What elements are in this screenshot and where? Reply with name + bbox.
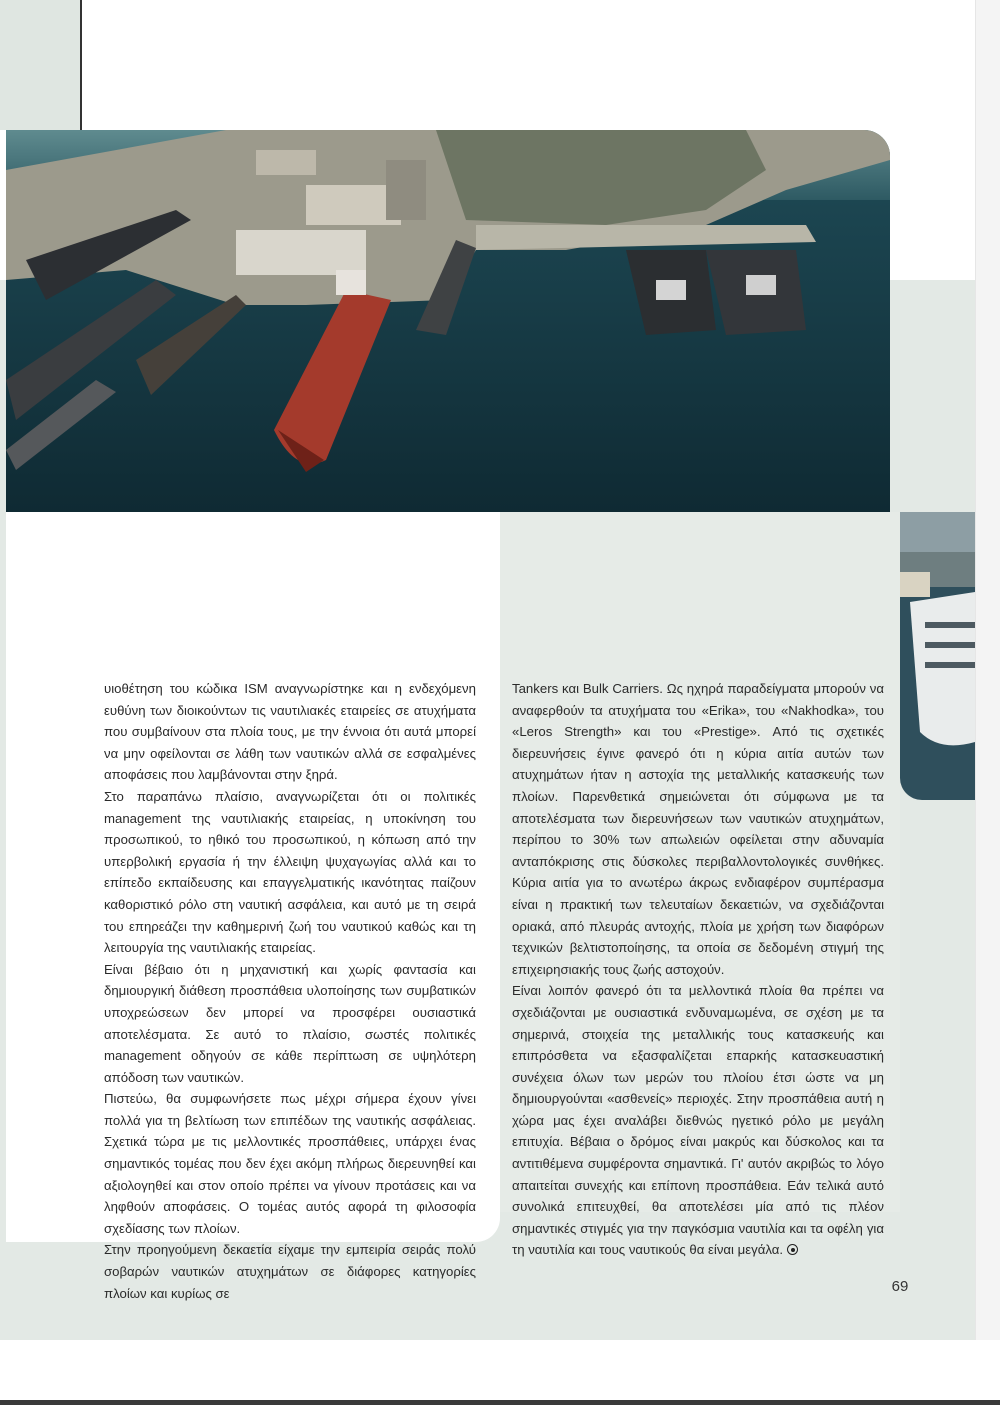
bottom-rule (0, 1400, 1000, 1405)
page-number: 69 (891, 1278, 909, 1295)
paragraph-left-1: υιοθέτηση του κώδικα ISM αναγνωρίστηκε και η ενδεχόμενη ευθύνη των διοικούντων τις ναυτιλιακές εταιρείες σε ατυχήματα που συμβαίνουν στα πλοία τους, με την έννοια ότι αυτά μπορεί να μην οφείλονται σε λάθη των ναυτικών αλλά σε εσφαλμένες αποφάσεις που λαμβάνονται στην ξηρά. (104, 681, 476, 783)
paragraph-left-4: Πιστεύω, θα συμφωνήσετε πως μέχρι σήμερα έχουν γίνει πολλά για τη βελτίωση των επιπέδων της ναυτικής ασφάλειας. Σχετικά τώρα με τις μελλοντικές προσπάθειες, υπάρχει ένας σημαντικός τομέας που δεν έχει ακόμη πλήρως διερευνηθεί και αξιολογηθεί και στον οποίο πρέπει να γίνουν προτάσεις και να ληφθούν αποφάσεις. Ο τομέας αυτός αφορά τη φιλοσοφία σχεδίασης των πλοίων. (104, 1091, 476, 1236)
right-edge-strip (975, 0, 1000, 1340)
paragraph-left-2: Στο παραπάνω πλαίσιο, αναγνωρίζεται ότι οι πολιτικές management της ναυτιλιακής εταιρείας, η υποκίνηση του προσωπικού, το ηθικό του προσωπικού, η κόπωση από την υπερβολική εργασία ή την έλλειψη ψυχαγωγίας αλλά και το επίπεδο εκπαίδευσης και επαγγελματικής ικανότητας παίζουν καθοριστικό ρόλο στη ναυτική ασφάλεια, και αυτό με τη σειρά του επηρεάζει την καθημερινή ζωή του ναυτικού καθώς και τη λειτουργία της ναυτιλιακής εταιρείας. (104, 788, 476, 956)
paragraph-left-5: Στην προηγούμενη δεκαετία είχαμε την εμπειρία σειράς πολύ σοβαρών ναυτικών ατυχημάτων σε διάφορες κατηγορίες πλοίων και κυρίως σε (104, 1242, 476, 1301)
paragraph-right-2-text: Είναι λοιπόν φανερό ότι τα μελλοντικά πλοία θα πρέπει να σχεδιάζονται με ουσιαστικά ενδυναμωμένα, σε σχέση με τα σημερινά, στοιχεία της μεταλλικής τους κατασκευής και επιπρόσθετα να εξασφαλίζεται επαρκής κατασκευαστική συνέχεια όλων των μερών του πλοίου έτσι ώστε να μη δημιουργούνται «ασθενείς» περιοχές. Στην προσπάθεια αυτή η χώρα μας έχει αναλάβει διεθνώς ηγετικό ρόλο με μεγάλη επιτυχία. Βέβαια ο δρόμος είναι μακρύς και δύσκολος και τα αντιτιθέμενα συμφέροντα σημαντικά. Γι' αυτόν ακριβώς το λόγο απαιτείται συνεχής και επίπονη προσπάθεια. Εάν τελικά αυτό συνολικά επιτευχθεί, θα αποτελέσει μία από τις πλέον σημαντικές στιγμές για την παγκόσμια ναυτιλία και τα οφέλη για τη ναυτιλία και τους ναυτικούς θα είναι μεγάλα. (512, 983, 884, 1258)
shipyard-aerial-photo (6, 130, 890, 512)
cruise-ship-photo (900, 512, 975, 800)
paragraph-right-1: Tankers και Bulk Carriers. Ως ηχηρά παραδείγματα μπορούν να αναφερθούν τα ατυχήματα του «Erika», του «Nakhodka», του «Leros Strength» και του «Prestige». Από τις σχετικές διερευνήσεις έγινε φανερό ότι η κύρια αιτία αυτών των ατυχημάτων ήταν η αστοχία της μεταλλικής κατασκευής των πλοίων. Παρενθετικά σημειώνεται ότι σύμφωνα με τα αποτελέσματα των διερευνήσεων των ναυτικών ατυχημάτων, περίπου το 30% των απωλειών οφείλεται στην αδυναμία ανταπόκρισης στις δύσκολες περιβαλλοντολογικές συνθήκες. Κύρια αιτία για το ανωτέρω άκρως ενδιαφέρον συμπέρασμα είναι η πρακτική των τελευταίων δεκαετιών, να σχεδιάζονται οριακά, από πλευράς αντοχής, πλοία με χρήση των διαφόρων τεχνικών βελτιστοποίησης, τα οποία σε δεδομένη στιγμή της επιχειρησιακής τους ζωής αστοχούν. (512, 681, 884, 977)
paragraph-left-3: Είναι βέβαιο ότι η μηχανιστική και χωρίς φαντασία και δημιουργική διάθεση προσπάθεια υλοποίησης των συμβατικών υποχρεώσεων δεν μπορεί να προσφέρει ουσιαστικά αποτελέσματα. Σε αυτό το πλαίσιο, σωστές πολιτικές management οδηγούν σε κάθε περίπτωση σε υψηλότερη απόδοση των ναυτικών. (104, 961, 476, 1085)
article-column-left (104, 678, 476, 1304)
article-column-right (512, 678, 884, 1261)
paragraph-right-2 (512, 980, 884, 1261)
bullseye-end-icon (787, 1244, 798, 1255)
top-left-rule (80, 0, 82, 130)
top-left-tint (0, 0, 80, 130)
